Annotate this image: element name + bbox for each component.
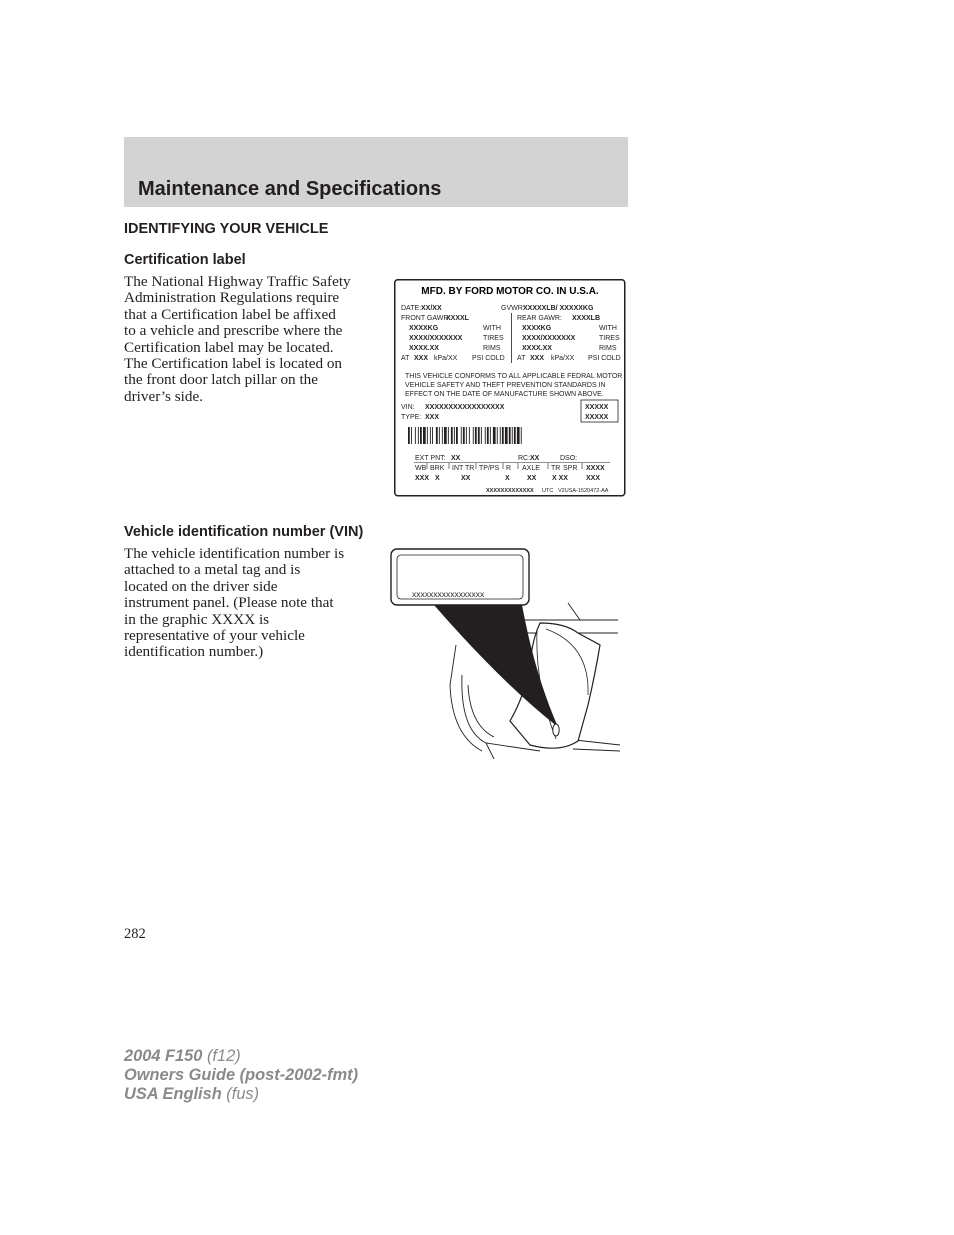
svg-text:XXXXKG: XXXXKG: [522, 325, 552, 332]
svg-text:kPa/XX: kPa/XX: [434, 355, 458, 362]
svg-text:XXXXXXXXXXXXXXXXX: XXXXXXXXXXXXXXXXX: [425, 404, 505, 411]
svg-text:TYPE:: TYPE:: [401, 414, 422, 421]
svg-text:XXXXXLB/ XXXXXKG: XXXXXLB/ XXXXXKG: [523, 305, 594, 312]
document-footer: 2004 F150 (f12) Owners Guide (post-2002-fmt) USA English (fus): [124, 1047, 359, 1103]
svg-text:XX: XX: [451, 455, 461, 462]
svg-text:XXXXXXXXXXXXX: XXXXXXXXXXXXX: [486, 488, 534, 494]
svg-text:XXX: XXX: [425, 414, 440, 421]
svg-text:SPR: SPR: [563, 465, 578, 472]
svg-text:kPa/XX: kPa/XX: [551, 355, 575, 362]
svg-text:UTC: UTC: [542, 488, 554, 494]
svg-text:PSI COLD: PSI COLD: [472, 355, 505, 362]
vin-plate-location-icon: [553, 724, 559, 736]
svg-text:AT: AT: [401, 355, 410, 362]
svg-text:XXXXLB: XXXXLB: [572, 315, 601, 322]
svg-text:X XX: X XX: [552, 475, 568, 482]
svg-text:XXXX: XXXX: [586, 465, 605, 472]
svg-text:XXXXX: XXXXX: [585, 404, 609, 411]
svg-text:XXX: XXX: [415, 475, 430, 482]
svg-text:XX: XX: [530, 455, 540, 462]
svg-text:BRK: BRK: [430, 465, 445, 472]
svg-text:XX/XX: XX/XX: [421, 305, 442, 312]
svg-text:GVWR:: GVWR:: [501, 305, 525, 312]
svg-text:DATE:: DATE:: [401, 305, 422, 312]
svg-text:XXXX.XX: XXXX.XX: [522, 345, 552, 352]
svg-text:REAR GAWR:: REAR GAWR:: [517, 315, 562, 322]
svg-text:AXLE: AXLE: [522, 465, 540, 472]
page-number: 282: [124, 926, 146, 942]
svg-text:XXXX.XX: XXXX.XX: [409, 345, 439, 352]
svg-text:THIS VEHICLE CONFORMS TO ALL A: THIS VEHICLE CONFORMS TO ALL APPLICABLE FEDRAL MOTOR: [405, 373, 623, 380]
svg-text:XX: XX: [527, 475, 537, 482]
vin-tag-value: xxxxxxxxxxxxxxxxx: [412, 589, 485, 599]
svg-text:RC:: RC:: [518, 455, 531, 462]
svg-text:WB: WB: [415, 465, 427, 472]
cert-subheading: Certification label: [124, 252, 246, 268]
svg-text:TP/PS: TP/PS: [479, 465, 500, 472]
svg-text:XXX: XXX: [414, 355, 429, 362]
vin-subheading: Vehicle identification number (VIN): [124, 524, 364, 540]
svg-text:TIRES: TIRES: [599, 335, 620, 342]
section-title: Maintenance and Specifications: [138, 178, 442, 200]
svg-text:V2USA-1520472-AA: V2USA-1520472-AA: [558, 488, 609, 494]
svg-text:XXX: XXX: [586, 475, 601, 482]
svg-text:XX: XX: [461, 475, 471, 482]
svg-text:FRONT GAWR:: FRONT GAWR:: [401, 315, 451, 322]
svg-text:VIN:: VIN:: [401, 404, 415, 411]
svg-text:EFFECT ON THE DATE OF MANUFACT: EFFECT ON THE DATE OF MANUFACTURE SHOWN ABOVE.: [405, 391, 604, 398]
vin-paragraph: The vehicle identification number is attached to a metal tag and is located on the driver side instrument panel. (Please note that in the graphic XXXX is representative of your vehicle identification number.): [124, 545, 345, 661]
svg-text:TIRES: TIRES: [483, 335, 504, 342]
svg-text:RIMS: RIMS: [599, 345, 617, 352]
svg-text:X: X: [505, 475, 510, 482]
svg-text:XXXX/XXXXXXX: XXXX/XXXXXXX: [522, 335, 576, 342]
svg-text:INT TR: INT TR: [452, 465, 475, 472]
svg-text:PSI COLD: PSI COLD: [588, 355, 621, 362]
svg-text:TR: TR: [551, 465, 561, 472]
svg-text:EXT PNT:: EXT PNT:: [415, 455, 446, 462]
svg-text:X: X: [435, 475, 440, 482]
certification-label-figure: [394, 279, 626, 497]
svg-text:R: R: [506, 465, 512, 472]
cert-label-title: MFD. BY FORD MOTOR CO. IN U.S.A.: [421, 286, 599, 297]
page-heading: IDENTIFYING YOUR VEHICLE: [124, 221, 329, 237]
svg-text:XXXX/XXXXXXX: XXXX/XXXXXXX: [409, 335, 463, 342]
svg-text:XXXXKG: XXXXKG: [409, 325, 439, 332]
svg-text:WITH: WITH: [483, 325, 501, 332]
svg-text:XXX: XXX: [530, 355, 545, 362]
cert-paragraph: The National Highway Traffic Safety Administration Regulations require that a Certification label be affixed to a vehicle and prescribe where the Certification label may be located. The Certification label is located on the front door latch pillar on the driver’s side.: [124, 273, 351, 405]
svg-text:DSO:: DSO:: [560, 455, 578, 462]
svg-text:RIMS: RIMS: [483, 345, 501, 352]
svg-text:WITH: WITH: [599, 325, 617, 332]
svg-text:AT: AT: [517, 355, 526, 362]
svg-text:XXXXX: XXXXX: [585, 414, 609, 421]
svg-text:XXXXL: XXXXL: [446, 315, 469, 322]
svg-text:VEHICLE SAFETY AND THEFT PREVE: VEHICLE SAFETY AND THEFT PREVENTION STANDARDS IN: [405, 382, 606, 389]
vin-location-figure: [390, 545, 622, 759]
